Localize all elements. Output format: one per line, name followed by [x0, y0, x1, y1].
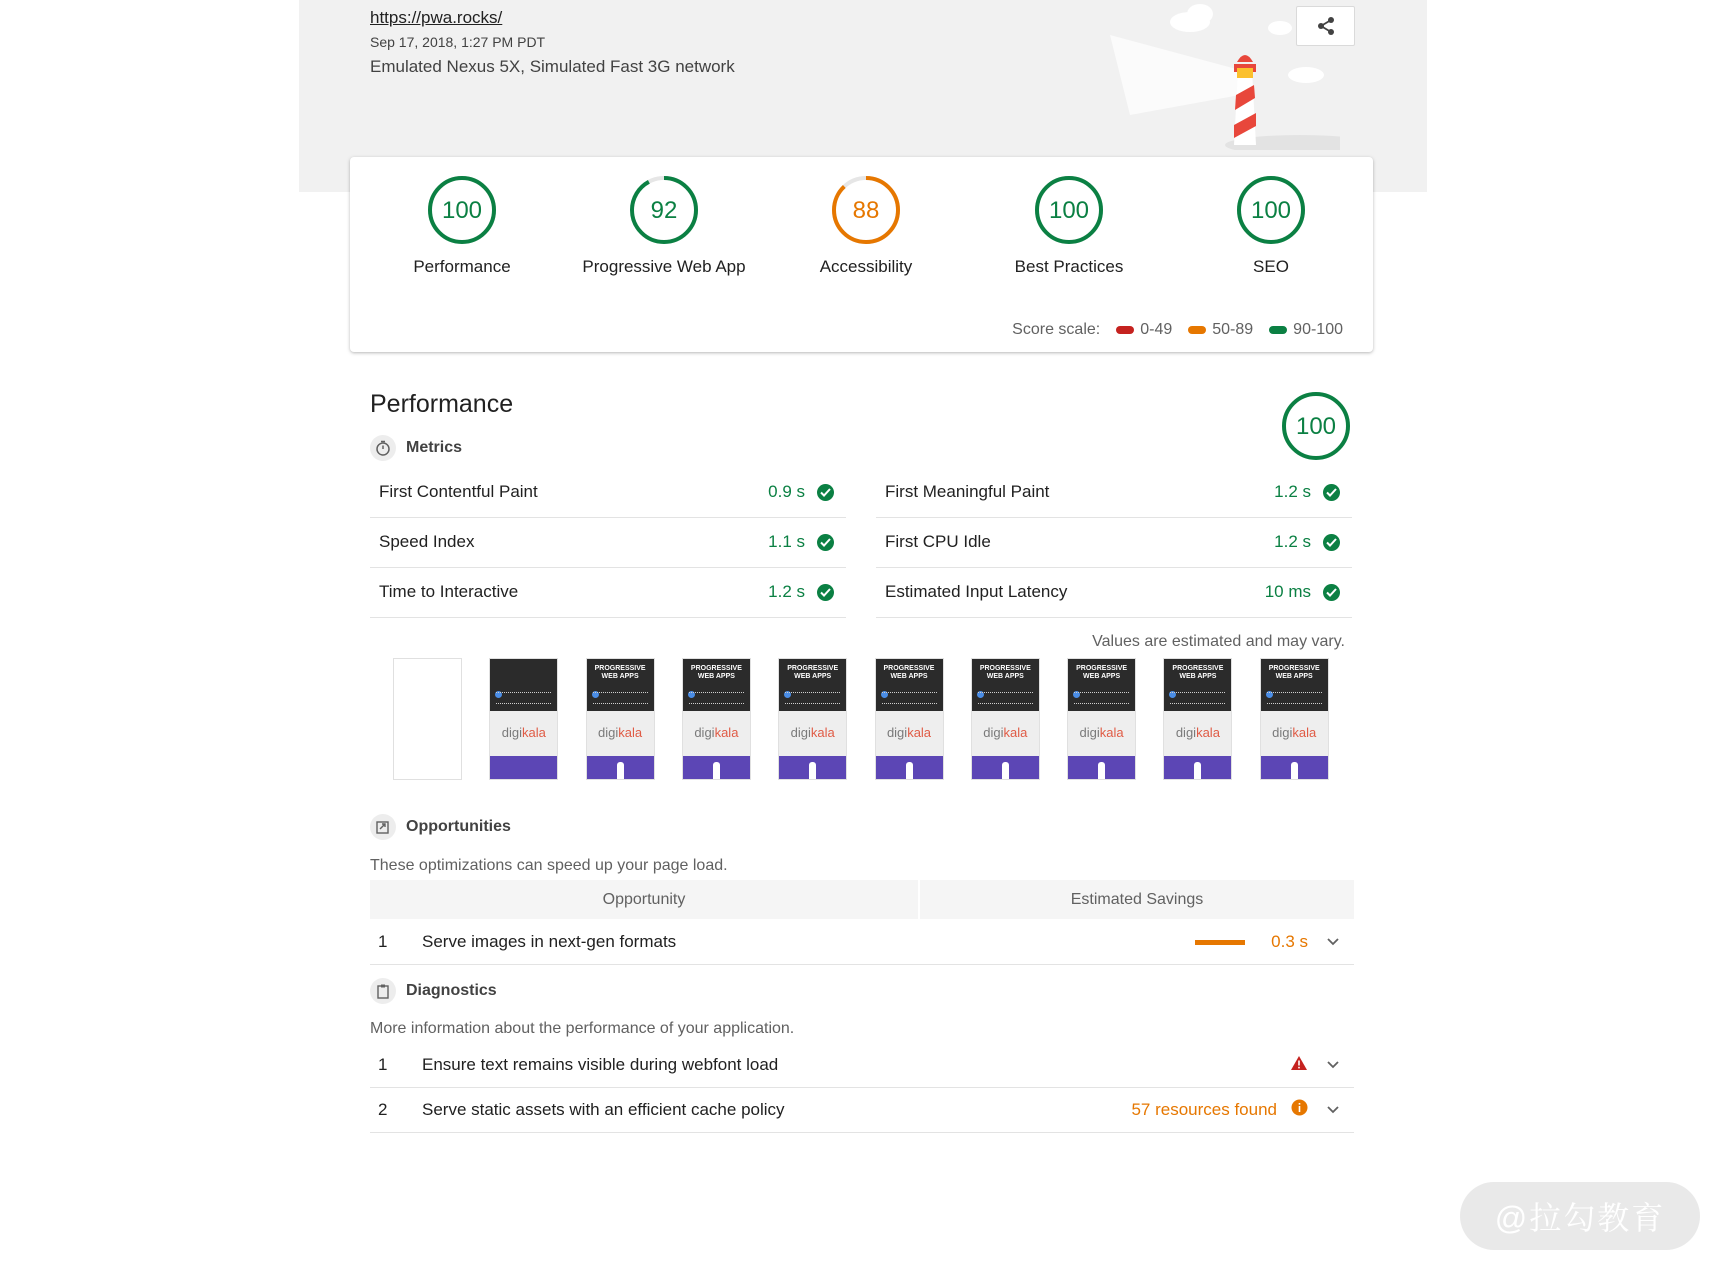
opportunities-heading	[370, 814, 511, 840]
metric-label: Estimated Input Latency	[885, 582, 1068, 601]
frame-brand: digikala	[694, 725, 739, 740]
gauge-ring	[627, 173, 701, 247]
metric-row	[370, 567, 846, 618]
gauge-ring	[1234, 173, 1308, 247]
performance-section-title: Performance	[370, 390, 514, 418]
filmstrip-frame	[1067, 658, 1136, 780]
frame-brand: digikala	[501, 725, 546, 740]
frame-brand: digikala	[983, 725, 1028, 740]
category-gauge[interactable]	[959, 173, 1179, 277]
diagnostics-heading-label: Diagnostics	[406, 982, 497, 999]
opportunities-icon	[370, 814, 396, 840]
chevron-down-icon[interactable]	[1322, 1106, 1344, 1114]
gauge-score: 100	[1250, 197, 1292, 224]
diagnostic-title: Ensure text remains visible during webfont load	[422, 1055, 779, 1074]
check-circle-icon	[817, 584, 834, 601]
metric-value: 1.1 s	[768, 532, 805, 551]
metric-value: 1.2 s	[1274, 482, 1311, 501]
frame-notch	[809, 762, 816, 779]
opportunity-index: 1	[378, 932, 388, 951]
frame-title: PROGRESSIVE WEB APPS	[787, 665, 839, 680]
scale-range-pass: 90-100	[1293, 321, 1343, 338]
frame-title: PROGRESSIVE WEB APPS	[1076, 665, 1128, 680]
diagnostic-index: 1	[378, 1055, 388, 1074]
frame-brand: digikala	[886, 725, 932, 740]
check-circle-icon	[817, 534, 834, 551]
metrics-heading	[370, 435, 462, 461]
frame-brand: digikala	[598, 725, 643, 740]
metric-row	[370, 467, 846, 518]
share-button[interactable]	[1296, 6, 1355, 46]
frame-nav	[1267, 692, 1322, 704]
frame-notch	[617, 762, 624, 779]
frame-notch	[713, 762, 720, 779]
opportunities-table-header	[370, 880, 1354, 919]
opportunity-title: Serve images in next-gen formats	[422, 932, 677, 951]
check-circle-icon	[1323, 534, 1340, 551]
score-scale-label: Score scale:	[1012, 321, 1101, 338]
metric-label: First Meaningful Paint	[885, 482, 1050, 501]
check-circle-icon	[1323, 484, 1340, 501]
gauge-score: 100	[441, 197, 483, 224]
frame-title: PROGRESSIVE WEB APPS	[594, 665, 646, 680]
scale-pill-average	[1188, 326, 1206, 334]
diagnostic-detail: 57 resources found	[1131, 1100, 1277, 1119]
savings-bar	[1195, 940, 1245, 945]
frame-notch	[1194, 762, 1201, 779]
frame-title: PROGRESSIVE WEB APPS	[1268, 665, 1320, 680]
metric-value: 1.2 s	[768, 582, 805, 601]
diagnostics-description: More information about the performance of your application.	[370, 1020, 795, 1037]
filmstrip-frame	[1163, 658, 1232, 780]
metric-row	[370, 517, 846, 568]
metric-row	[876, 517, 1352, 568]
frame-nav	[785, 692, 840, 704]
category-gauge[interactable]	[554, 173, 774, 277]
metric-label: Time to Interactive	[379, 582, 519, 601]
gauge-label: SEO	[1253, 257, 1289, 276]
frame-title: PROGRESSIVE WEB APPS	[979, 665, 1031, 680]
frame-title: PROGRESSIVE WEB APPS	[883, 665, 935, 680]
frame-nav	[978, 692, 1033, 704]
filmstrip-frame	[875, 658, 944, 780]
gauge-label: Performance	[413, 257, 511, 276]
frame-nav	[1170, 692, 1225, 704]
report-url-link[interactable]: https://pwa.rocks/	[370, 8, 503, 27]
frame-notch	[1002, 762, 1009, 779]
score-summary-card	[350, 157, 1373, 352]
gauge-label: Best Practices	[1014, 257, 1124, 276]
metric-row	[876, 567, 1352, 618]
category-gauge[interactable]	[352, 173, 572, 277]
diagnostic-row[interactable]	[370, 1043, 1354, 1088]
gauge-ring	[1032, 173, 1106, 247]
filmstrip-frame	[778, 658, 847, 780]
metric-value: 0.9 s	[768, 482, 805, 501]
metric-label: First CPU Idle	[885, 532, 991, 551]
gauge-score: 100	[1048, 197, 1090, 224]
gauge-ring	[425, 173, 499, 247]
gauge-ring	[829, 173, 903, 247]
filmstrip-frame	[1260, 658, 1329, 780]
metric-label: First Contentful Paint	[379, 482, 538, 501]
score-scale-legend	[1012, 321, 1343, 339]
opportunity-row[interactable]	[370, 920, 1354, 965]
gauge-score: 88	[852, 197, 880, 224]
frame-brand: digikala	[1175, 725, 1220, 740]
filmstrip-frame	[489, 658, 558, 780]
frame-brand: digikala	[790, 725, 835, 740]
share-icon	[1316, 16, 1336, 36]
estimate-note: Values are estimated and may vary.	[1092, 633, 1345, 650]
frame-title: PROGRESSIVE WEB APPS	[690, 665, 742, 680]
report-date: Sep 17, 2018, 1:27 PM PDT	[370, 34, 546, 50]
frame-notch	[906, 762, 913, 779]
scale-range-fail: 0-49	[1140, 321, 1173, 338]
frame-brand: digikala	[1079, 725, 1124, 740]
diagnostic-title: Serve static assets with an efficient cache policy	[422, 1100, 785, 1119]
chevron-down-icon[interactable]	[1322, 1061, 1344, 1069]
report-environment: Emulated Nexus 5X, Simulated Fast 3G network	[370, 57, 735, 76]
diagnostic-index: 2	[378, 1100, 388, 1119]
filmstrip-frame	[682, 658, 751, 780]
filmstrip-frame	[971, 658, 1040, 780]
frame-nav	[882, 692, 937, 704]
info-circle-icon	[1291, 1099, 1308, 1121]
frame-brand: digikala	[1272, 725, 1317, 740]
filmstrip-frame	[586, 658, 655, 780]
filmstrip-frame	[393, 658, 462, 780]
warning-triangle-icon	[1290, 1055, 1308, 1076]
opportunity-column-header: Opportunity	[370, 880, 918, 919]
opportunities-description: These optimizations can speed up your page load.	[370, 857, 728, 874]
watermark: @拉勾教育	[1460, 1182, 1700, 1250]
clipboard-icon	[370, 978, 396, 1004]
gauge-label: Progressive Web App	[582, 257, 746, 276]
frame-nav	[1074, 692, 1129, 704]
frame-footer	[490, 756, 557, 779]
metric-label: Speed Index	[379, 532, 475, 551]
filmstrip	[393, 658, 1336, 780]
gauge-label: Accessibility	[819, 257, 913, 276]
category-gauge[interactable]	[756, 173, 976, 277]
opportunities-heading-label: Opportunities	[406, 818, 511, 835]
scale-pill-pass	[1269, 326, 1287, 334]
performance-score-gauge	[1280, 390, 1352, 467]
frame-title: PROGRESSIVE WEB APPS	[1172, 665, 1224, 680]
category-gauge[interactable]	[1161, 173, 1381, 277]
scale-range-average: 50-89	[1212, 321, 1254, 338]
frame-notch	[1098, 762, 1105, 779]
scale-pill-fail	[1116, 326, 1134, 334]
opportunity-savings: 0.3 s	[1271, 932, 1308, 951]
stopwatch-icon	[370, 435, 396, 461]
metric-value: 10 ms	[1264, 582, 1311, 601]
performance-score-value: 100	[1295, 413, 1337, 440]
check-circle-icon	[817, 484, 834, 501]
metric-row	[876, 467, 1352, 518]
diagnostic-row[interactable]	[370, 1088, 1354, 1133]
diagnostics-heading	[370, 978, 497, 1004]
chevron-down-icon[interactable]	[1322, 938, 1344, 946]
metric-value: 1.2 s	[1274, 532, 1311, 551]
gauge-score: 92	[650, 197, 678, 224]
check-circle-icon	[1323, 584, 1340, 601]
frame-nav	[496, 692, 551, 704]
savings-column-header: Estimated Savings	[920, 880, 1354, 919]
metrics-heading-label: Metrics	[406, 439, 463, 456]
frame-notch	[1291, 762, 1298, 779]
frame-nav	[689, 692, 744, 704]
frame-nav	[593, 692, 648, 704]
